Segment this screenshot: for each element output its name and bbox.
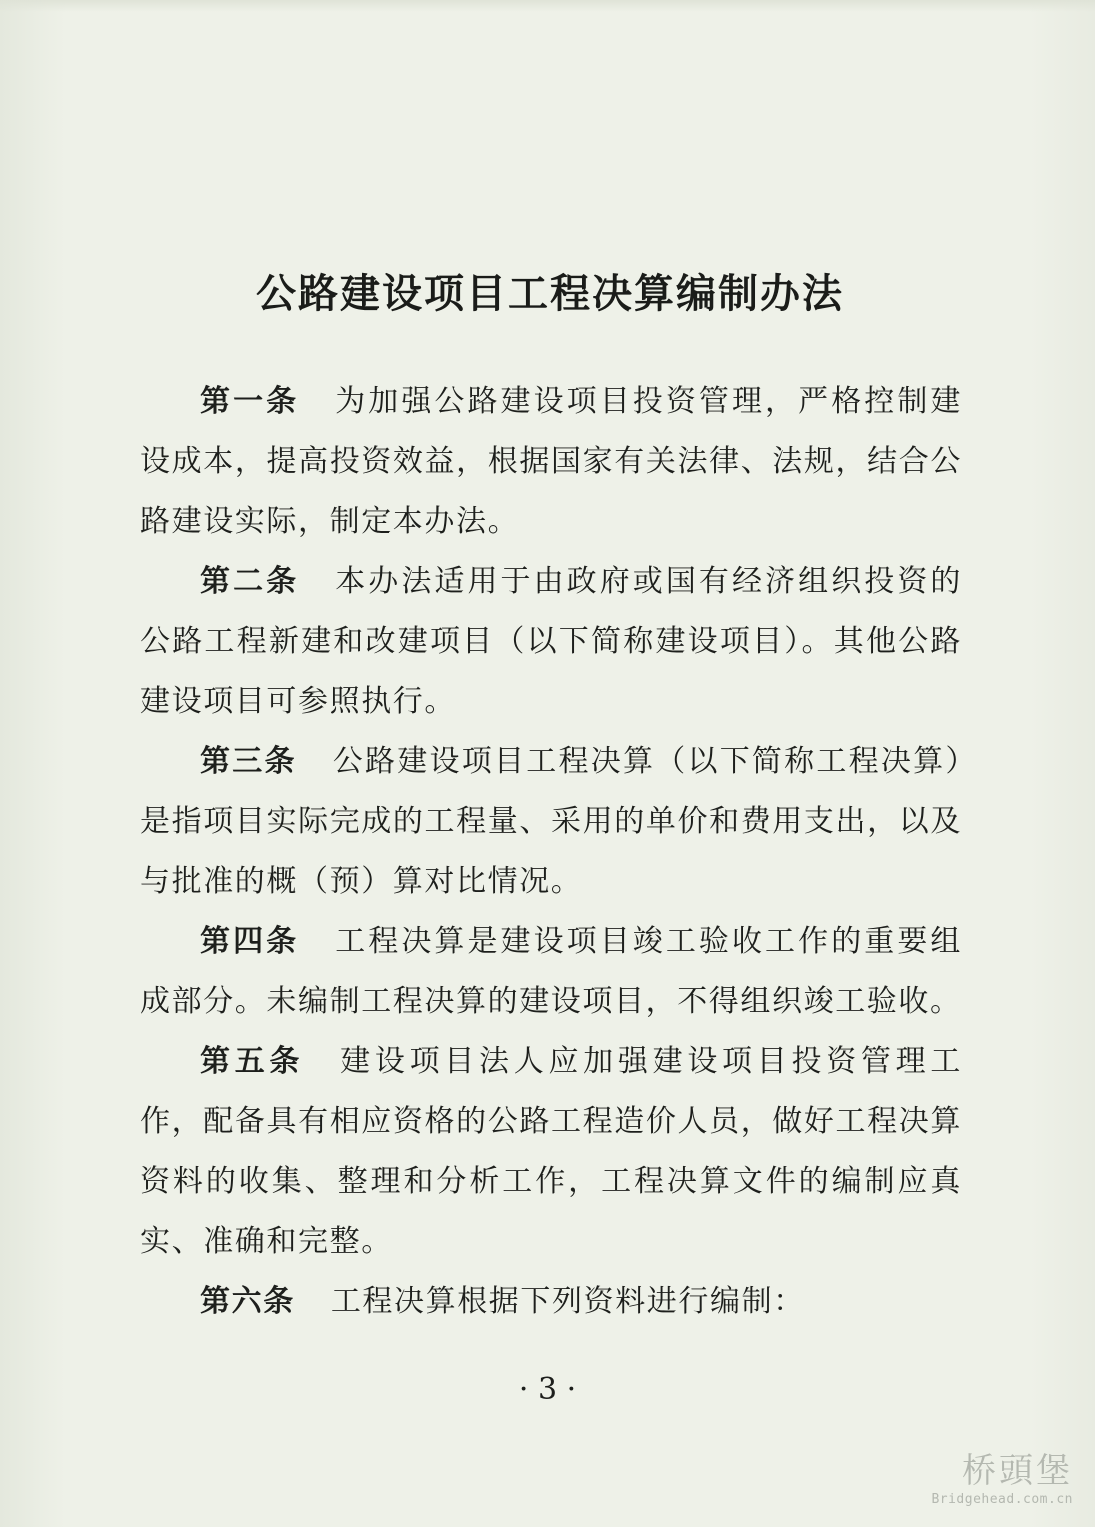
article-label: 第六条	[200, 1284, 295, 1319]
article-label: 第三条	[200, 744, 297, 779]
article-3	[140, 732, 962, 912]
document-body	[140, 372, 962, 1332]
article-text: 本办法适用于由政府或国有经济组织投资的公路工程新建和改建项目（以下简称建设项目）。其他公路建设项目可参照执行。	[140, 564, 962, 719]
document-title: 公路建设项目工程决算编制办法	[256, 271, 844, 317]
article-6	[140, 1272, 962, 1332]
article-5	[140, 1032, 962, 1272]
article-label: 第四条	[200, 924, 300, 959]
article-label: 第二条	[200, 564, 300, 599]
article-text: 为加强公路建设项目投资管理，严格控制建设成本，提高投资效益，根据国家有关法律、法规，结合公路建设实际，制定本办法。	[140, 384, 962, 539]
page-edge-shadow	[0, 0, 1095, 12]
article-label: 第一条	[200, 384, 300, 419]
article-label: 第五条	[200, 1044, 305, 1079]
article-text: 公路建设项目工程决算（以下简称工程决算）是指项目实际完成的工程量、采用的单价和费用支出，以及与批准的概（预）算对比情况。	[140, 744, 963, 899]
watermark-name: 桥頭堡	[962, 1451, 1073, 1491]
article-4	[140, 912, 962, 1032]
article-2	[140, 552, 962, 732]
article-text: 工程决算根据下列资料进行编制：	[330, 1284, 805, 1319]
article-text: 工程决算是建设项目竣工验收工作的重要组成部分。未编制工程决算的建设项目，不得组织竣工验收。	[140, 924, 962, 1019]
page-number: · 3 ·	[518, 1372, 577, 1407]
article-text: 建设项目法人应加强建设项目投资管理工作，配备具有相应资格的公路工程造价人员，做好工程决算资料的收集、整理和分析工作，工程决算文件的编制应真实、准确和完整。	[140, 1044, 962, 1259]
site-watermark	[931, 1443, 1073, 1507]
article-1	[140, 372, 962, 552]
watermark-url: Bridgehead.com.cn	[931, 1492, 1073, 1507]
